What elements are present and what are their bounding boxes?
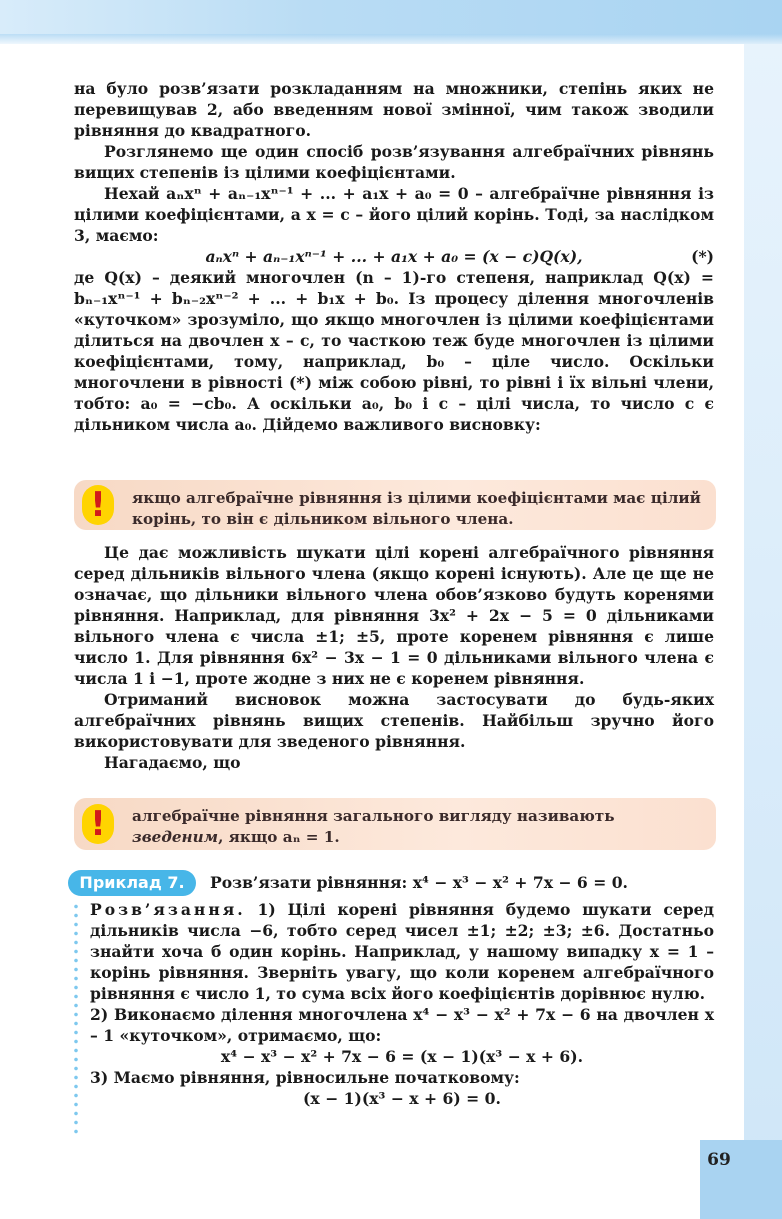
formula-star-tag: (*): [691, 247, 714, 266]
text-block-top: [74, 78, 714, 435]
paragraph-1: на було розв’язати розкладанням на множники, степінь яких не перевищував 2, або введенням нової змінної, чим також зводили рівняння до квадратного.: [74, 79, 714, 140]
solution-dotted-rule: [74, 902, 78, 1134]
example-task: Розв’язати рівняння: x⁴ − x³ − x² + 7x − 6 = 0.: [210, 873, 628, 892]
solution-formula-2: x⁴ − x³ − x² + 7x − 6 = (x − 1)(x³ − x + 6).: [220, 1047, 584, 1066]
top-decor-band: [0, 0, 782, 44]
exclamation-icon: !: [82, 485, 114, 525]
solution-step-3: 3) Маємо рівняння, рівносильне початковому:: [90, 1068, 520, 1087]
rule-text-2-term: зведеним: [132, 828, 219, 846]
paragraph-5: Це дає можливість шукати цілі корені алгебраїчного рівняння серед дільників вільного члена (якщо корені існують). Але це ще не означає, що дільники вільного члена обов’язково будуть коренями рівняння. Наприклад, для рівняння 3x² + 2x − 5 = 0 дільниками вільного члена є числа ±1; ±5, проте коренем рівняння є лише число 1. Для рівняння 6x² − 3x − 1 = 0 дільниками вільного члена є числа 1 і −1, проте жодне з них не є коренем рівняння.: [74, 543, 714, 688]
rule-text-1: якщо алгебраїчне рівняння із цілими коефіцієнтами має цілий корінь, то він є дільником вільного члена.: [132, 489, 701, 528]
solution-step-2: 2) Виконаємо ділення многочлена x⁴ − x³ − x² + 7x − 6 на двочлен x – 1 «куточком», отримаємо, що:: [90, 1005, 714, 1045]
solution-heading: Розв’язання.: [90, 900, 246, 919]
formula-star-line: [74, 246, 714, 267]
exclamation-icon: !: [82, 804, 114, 844]
paragraph-3: Нехай aₙxⁿ + aₙ₋₁xⁿ⁻¹ + ... + a₁x + a₀ = 0 – алгебраїчне рівняння із цілими коефіцієнтами, а x = c – його цілий корінь. Тоді, за наслідком 3, маємо:: [74, 184, 714, 245]
formula-star: aₙxⁿ + aₙ₋₁xⁿ⁻¹ + ... + a₁x + a₀ = (x − c)Q(x),: [205, 247, 583, 266]
side-decor-band: [744, 44, 782, 1219]
solution-formula-3: (x − 1)(x³ − x + 6) = 0.: [303, 1089, 501, 1108]
rule-box-1: [74, 480, 716, 530]
text-block-middle: [74, 542, 714, 773]
paragraph-6: Отриманий висновок можна застосувати до будь-яких алгебраїчних рівнянь вищих степенів. Найбільш зручно його використовувати для зведеного рівняння.: [74, 690, 714, 751]
paragraph-4: де Q(x) – деякий многочлен (n – 1)-го степеня, наприклад Q(x) = bₙ₋₁xⁿ⁻¹ + bₙ₋₂xⁿ⁻² + ... + b₁x + b₀. Із процесу ділення многочленів «куточком» зрозуміло, що якщо многочлен із цілими коефіцієнтами ділиться на двочлен x – c, то часткою теж буде многочлен із цілими коефіцієнтами, тому, наприклад, b₀ – ціле число. Оскільки многочлени в рівності (*) між собою рівні, то рівні і їх вільні члени, тобто: a₀ = −cb₀. А оскільки a₀, b₀ і c – цілі числа, то число c є дільником числа a₀. Дійдемо важливого висновку:: [74, 268, 714, 434]
example-label: Приклад 7.: [68, 870, 196, 896]
rule-text-2-start: алгебраїчне рівняння загального вигляду називають: [132, 807, 615, 825]
solution-step-1: [90, 899, 714, 1004]
rule-box-2: [74, 798, 716, 850]
paragraph-2: Розглянемо ще один спосіб розв’язування алгебраїчних рівнянь вищих степенів із цілими коефіцієнтами.: [74, 142, 714, 182]
solution-block: [90, 899, 714, 1109]
solution-step-1-text: 1) Цілі корені рівняння будемо шукати серед дільників числа −6, тобто серед чисел ±1; ±2; ±3; ±6. Достатньо знайти хоча б один корінь. Наприклад, у нашому випадку x = 1 – корінь рівняння. Зверніть увагу, що коли коренем алгебраїчного рівняння є число 1, то сума всіх його коефіцієнтів дорівнює нулю.: [90, 900, 714, 1003]
rule-text-2-end: , якщо aₙ = 1.: [218, 828, 340, 846]
paragraph-7: Нагадаємо, що: [104, 753, 241, 772]
page-number: 69: [707, 1150, 731, 1170]
rule-text-2: [132, 806, 702, 848]
